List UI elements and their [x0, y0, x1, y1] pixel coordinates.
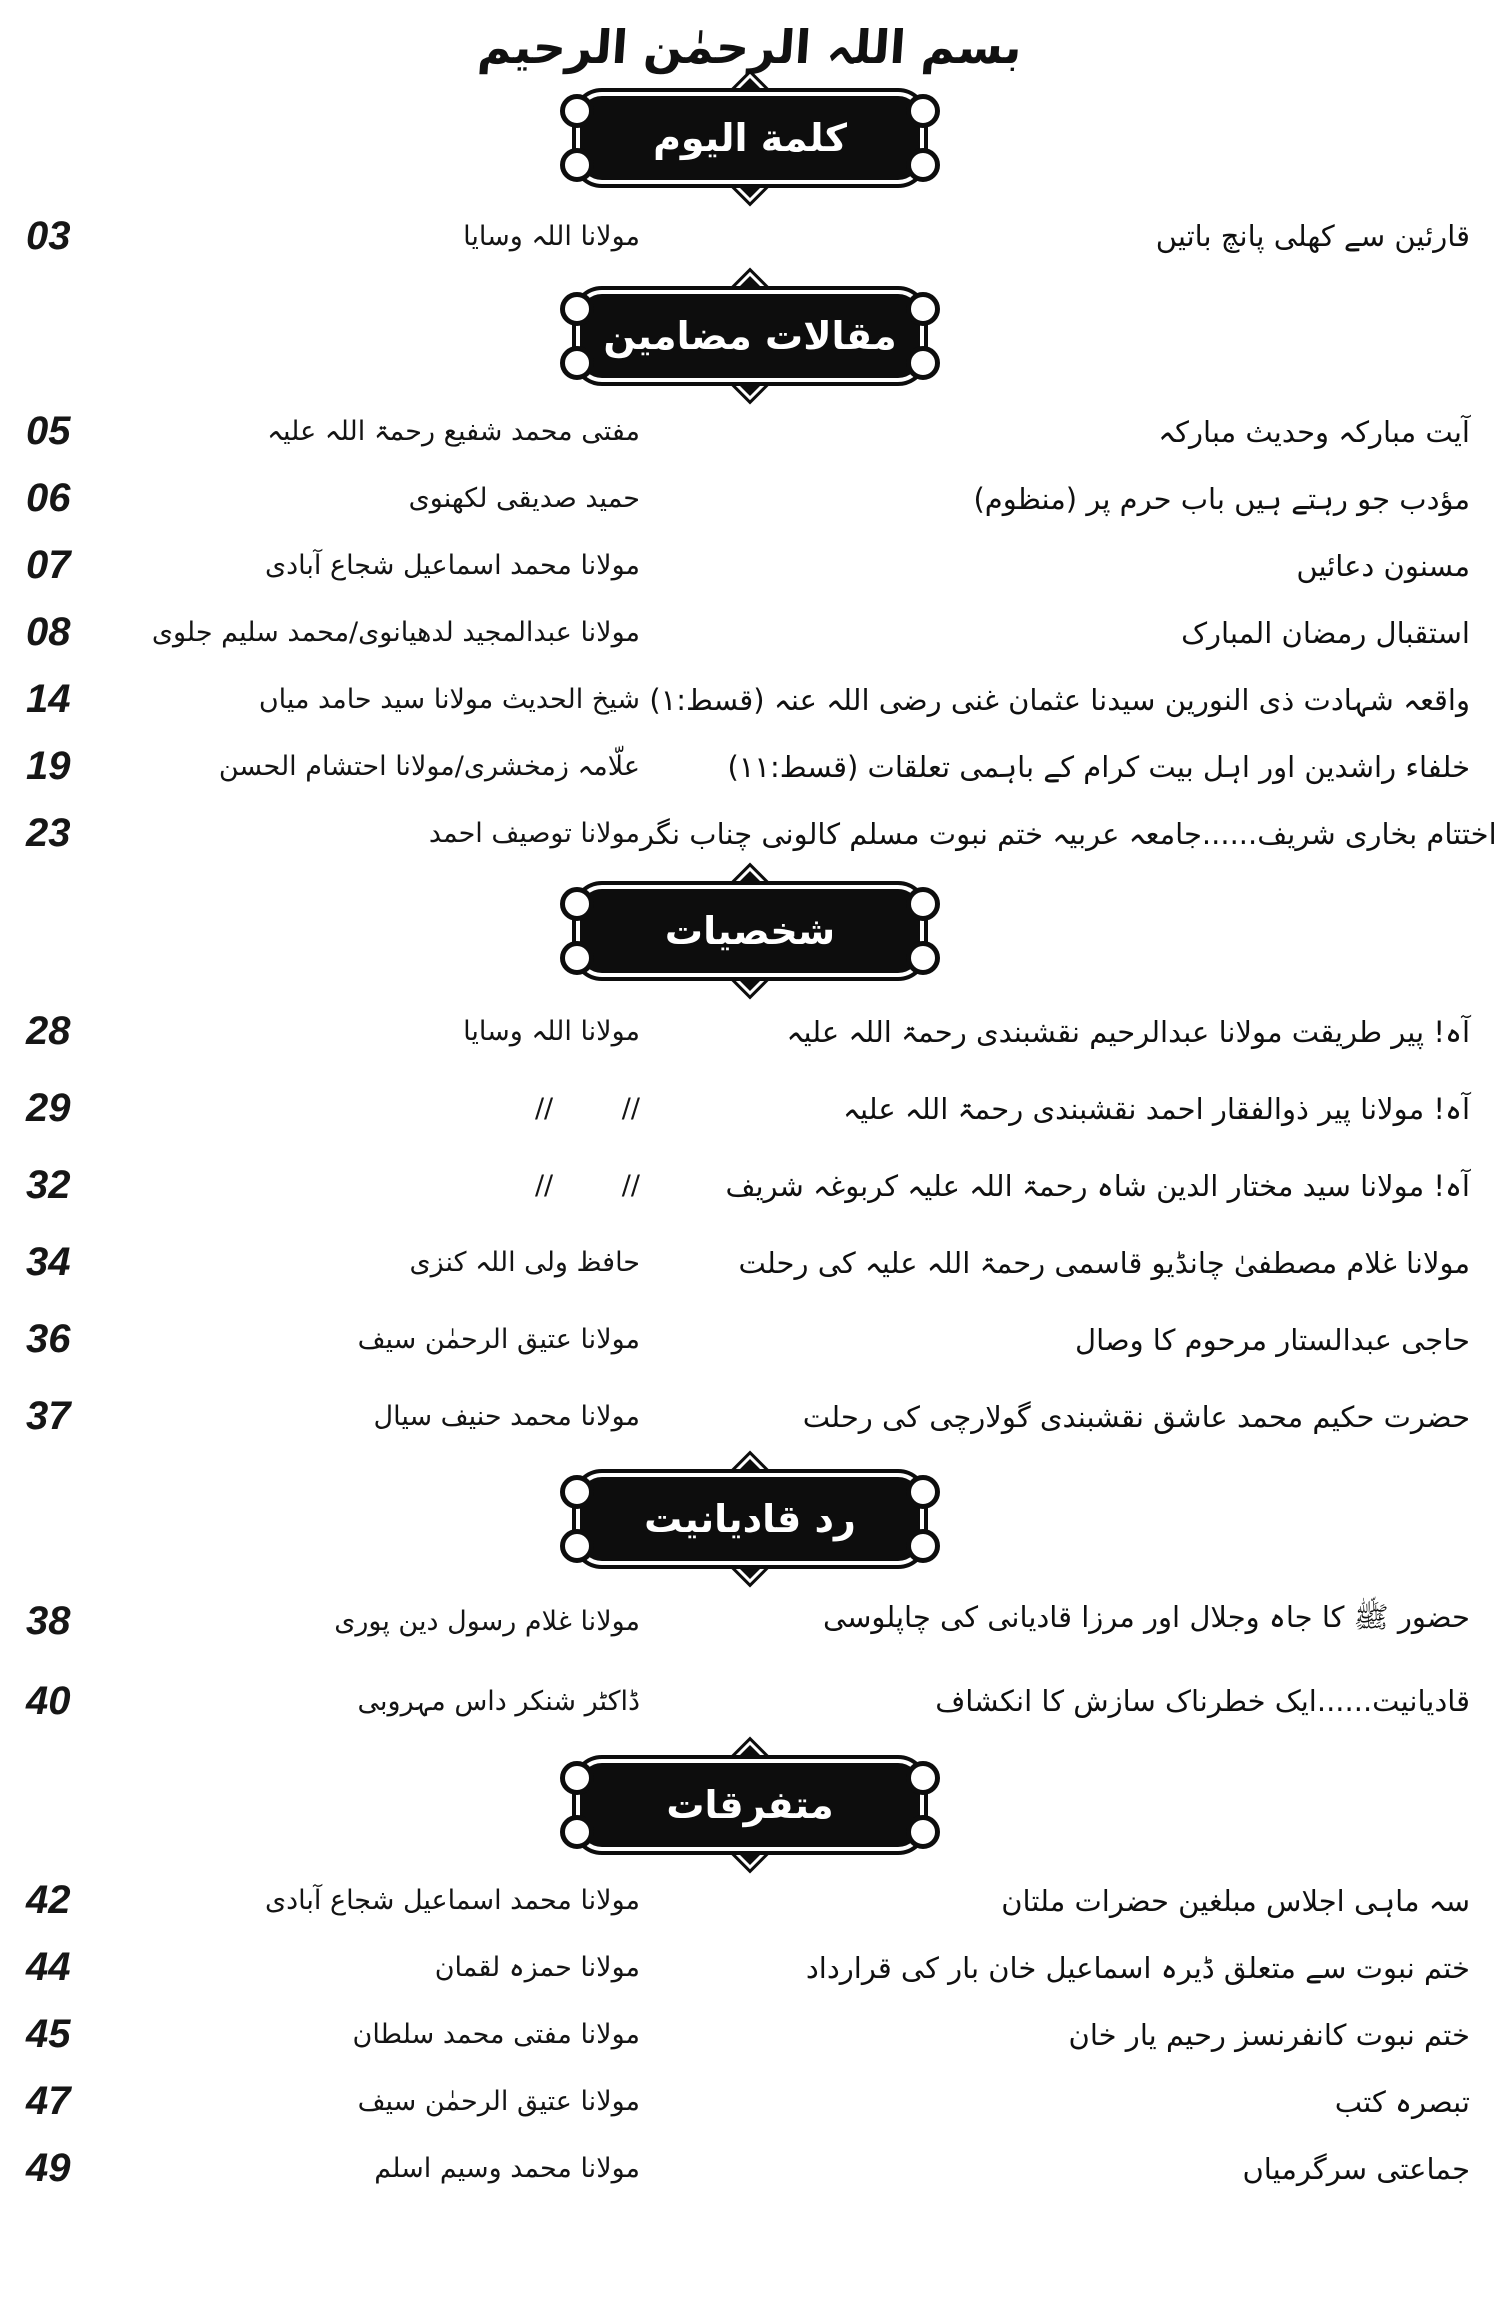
toc-row	[0, 1378, 1500, 1455]
author-name: مولانا عتیق الرحمٰن سیف	[357, 1324, 640, 1355]
toc-row	[0, 1070, 1500, 1147]
page-number: 05	[26, 409, 71, 453]
author-name: مولانا محمد اسماعیل شجاع آبادی	[264, 1885, 640, 1916]
scroll-ornament-icon	[560, 1475, 594, 1509]
section-radd-e-qadianiat-rows	[0, 1581, 1500, 1741]
article-title: ختم نبوت کانفرنسز رحیم یار خان	[1068, 2017, 1470, 2052]
section-banner-label: رد قادیانیت	[576, 1473, 924, 1565]
author-name: مفتی محمد شفیع رحمۃ اللہ علیہ	[267, 416, 640, 447]
toc-row	[0, 666, 1500, 733]
scroll-ornament-icon	[906, 941, 940, 975]
author-name: مولانا حمزہ لقمان	[434, 1952, 640, 1983]
section-banner-label: شخصیات	[576, 885, 924, 977]
banner-maqalat-mazameen	[576, 290, 924, 382]
section-kalimat-ul-yaum-rows	[0, 200, 1500, 272]
article-title: حضرت حکیم محمد عاشق نقشبندی گولارچی کی رحلت	[802, 1399, 1470, 1434]
toc-row	[0, 1301, 1500, 1378]
scroll-ornament-icon	[560, 1529, 594, 1563]
toc-row	[0, 532, 1500, 599]
page-number: 23	[26, 811, 71, 855]
page-number: 45	[26, 2012, 71, 2056]
article-title: آہ! مولانا سید مختار الدین شاہ رحمۃ اللہ علیہ کربوغہ شریف	[725, 1168, 1470, 1203]
article-title: جماعتی سرگرمیاں	[1242, 2151, 1470, 2186]
article-title: آیت مبارکہ وحدیث مبارکہ	[1158, 414, 1470, 449]
scroll-ornament-icon	[906, 346, 940, 380]
article-title: ختم نبوت سے متعلق ڈیرہ اسماعیل خان بار کی قرارداد	[805, 1950, 1470, 1985]
page-number: 34	[26, 1240, 71, 1284]
scroll-ornament-icon	[906, 1529, 940, 1563]
toc-row	[0, 1661, 1500, 1741]
toc-row	[0, 733, 1500, 800]
scroll-ornament-icon	[560, 94, 594, 128]
article-title: استقبال رمضان المبارک	[1181, 615, 1470, 650]
page-number: 38	[26, 1598, 71, 1643]
toc-row	[0, 2068, 1500, 2135]
section-maqalat-mazameen-rows	[0, 398, 1500, 867]
bismillah-calligraphy: بسم اللہ الرحمٰن الرحیم	[476, 20, 1024, 74]
section-shakhsiyat-rows	[0, 993, 1500, 1455]
scroll-ornament-icon	[560, 1815, 594, 1849]
scroll-ornament-icon	[560, 346, 594, 380]
author-name: مولانا غلام رسول دین پوری	[334, 1605, 640, 1637]
page-number: 03	[26, 213, 71, 258]
article-title: مؤدب جو رہتے ہیں باب حرم پر (منظوم)	[973, 481, 1470, 516]
page-number: 19	[26, 744, 71, 788]
article-title: آہ! مولانا پیر ذوالفقار احمد نقشبندی رحمۃ اللہ علیہ	[842, 1091, 1470, 1126]
toc-row	[0, 1224, 1500, 1301]
article-title: آہ! پیر طریقت مولانا عبدالرحیم نقشبندی رحمۃ اللہ علیہ	[786, 1014, 1470, 1049]
article-title: خلفاء راشدین اور اہل بیت کرام کے باہمی تعلقات (قسط:۱۱)	[727, 749, 1470, 784]
author-name: حمید صدیقی لکھنوی	[408, 483, 640, 514]
page-number: 07	[26, 543, 71, 587]
page-number: 08	[26, 610, 71, 654]
toc-row	[0, 2001, 1500, 2068]
author-name: مولانا مفتی محمد سلطان	[352, 2019, 640, 2050]
toc-row	[0, 1147, 1500, 1224]
page-number: 36	[26, 1317, 71, 1361]
page-number: 14	[26, 677, 71, 721]
article-title: حضور ﷺ کا جاہ وجلال اور مرزا قادیانی کی چاپلوسی	[822, 1600, 1470, 1634]
banner-radd-e-qadianiat	[576, 1473, 924, 1565]
scroll-ornament-icon	[560, 941, 594, 975]
article-title: مسنون دعائیں	[1296, 548, 1470, 583]
author-ditto-mark: // //	[534, 1170, 640, 1201]
article-title: قادیانیت......ایک خطرناک سازش کا انکشاف	[935, 1684, 1470, 1718]
toc-row	[0, 465, 1500, 532]
toc-row	[0, 1581, 1500, 1661]
scroll-ornament-icon	[906, 1815, 940, 1849]
toc-row	[0, 200, 1500, 272]
author-name: شیخ الحدیث مولانا سید حامد میاں	[258, 684, 640, 715]
author-name: مولانا اللہ وسایا	[463, 220, 640, 252]
toc-row	[0, 599, 1500, 666]
scroll-ornament-icon	[560, 887, 594, 921]
article-title: سہ ماہی اجلاس مبلغین حضرات ملتان	[1001, 1883, 1470, 1918]
section-banner-label: مقالات مضامین	[576, 290, 924, 382]
page-number: 29	[26, 1086, 71, 1130]
page-number: 49	[26, 2146, 71, 2190]
toc-row	[0, 1867, 1500, 1934]
author-name: علّامہ زمخشری/مولانا احتشام الحسن	[218, 751, 640, 782]
scroll-ornament-icon	[906, 1761, 940, 1795]
page-number: 28	[26, 1009, 71, 1053]
toc-row	[0, 993, 1500, 1070]
scroll-ornament-icon	[906, 887, 940, 921]
section-banner-label: كلمة اليوم	[576, 92, 924, 184]
author-name: مولانا محمد حنیف سیال	[373, 1401, 640, 1432]
page-number: 40	[26, 1678, 71, 1723]
scroll-ornament-icon	[906, 148, 940, 182]
author-name: مولانا عتیق الرحمٰن سیف	[357, 2086, 640, 2117]
scroll-ornament-icon	[560, 1761, 594, 1795]
author-name: مولانا اللہ وسایا	[463, 1016, 640, 1047]
section-banner-label: متفرقات	[576, 1759, 924, 1851]
article-title: اختتام بخاری شریف......جامعہ عربیہ ختم نبوت مسلم کالونی چناب نگر	[640, 816, 1497, 851]
author-name: مولانا توصیف احمد	[428, 818, 640, 849]
page-number: 42	[26, 1878, 71, 1922]
author-name: مولانا محمد اسماعیل شجاع آبادی	[264, 550, 640, 581]
scroll-ornament-icon	[906, 94, 940, 128]
scroll-ornament-icon	[560, 292, 594, 326]
author-name: مولانا عبدالمجید لدھیانوی/محمد سلیم جلوی	[151, 617, 640, 648]
article-title: مولانا غلام مصطفیٰ چانڈیو قاسمی رحمۃ اللہ علیہ کی رحلت	[738, 1245, 1470, 1280]
banner-kalimat-ul-yaum	[576, 92, 924, 184]
page-number: 44	[26, 1945, 71, 1989]
page-number: 32	[26, 1163, 71, 1207]
article-title: قارئین سے کھلی پانچ باتیں	[1155, 219, 1470, 253]
banner-shakhsiyat	[576, 885, 924, 977]
scroll-ornament-icon	[906, 1475, 940, 1509]
toc-row	[0, 800, 1500, 867]
toc-row	[0, 398, 1500, 465]
section-mutafarriqat-rows	[0, 1867, 1500, 2202]
author-name: مولانا محمد وسیم اسلم	[374, 2153, 640, 2184]
author-ditto-mark: // //	[534, 1093, 640, 1124]
scroll-ornament-icon	[906, 292, 940, 326]
page-number: 47	[26, 2079, 71, 2123]
author-name: حافظ ولی اللہ کنزی	[409, 1247, 640, 1278]
author-name: ڈاکٹر شنکر داس مہروبی	[357, 1685, 640, 1717]
article-title: واقعہ شہادت ذی النورین سیدنا عثمان غنی رضی اللہ عنہ (قسط:۱)	[649, 682, 1470, 717]
page-number: 37	[26, 1394, 71, 1438]
scroll-ornament-icon	[560, 148, 594, 182]
toc-row	[0, 1934, 1500, 2001]
page-number: 06	[26, 476, 71, 520]
article-title: تبصرہ کتب	[1334, 2084, 1470, 2119]
article-title: حاجی عبدالستار مرحوم کا وصال	[1075, 1322, 1470, 1357]
toc-row	[0, 2135, 1500, 2202]
banner-mutafarriqat	[576, 1759, 924, 1851]
